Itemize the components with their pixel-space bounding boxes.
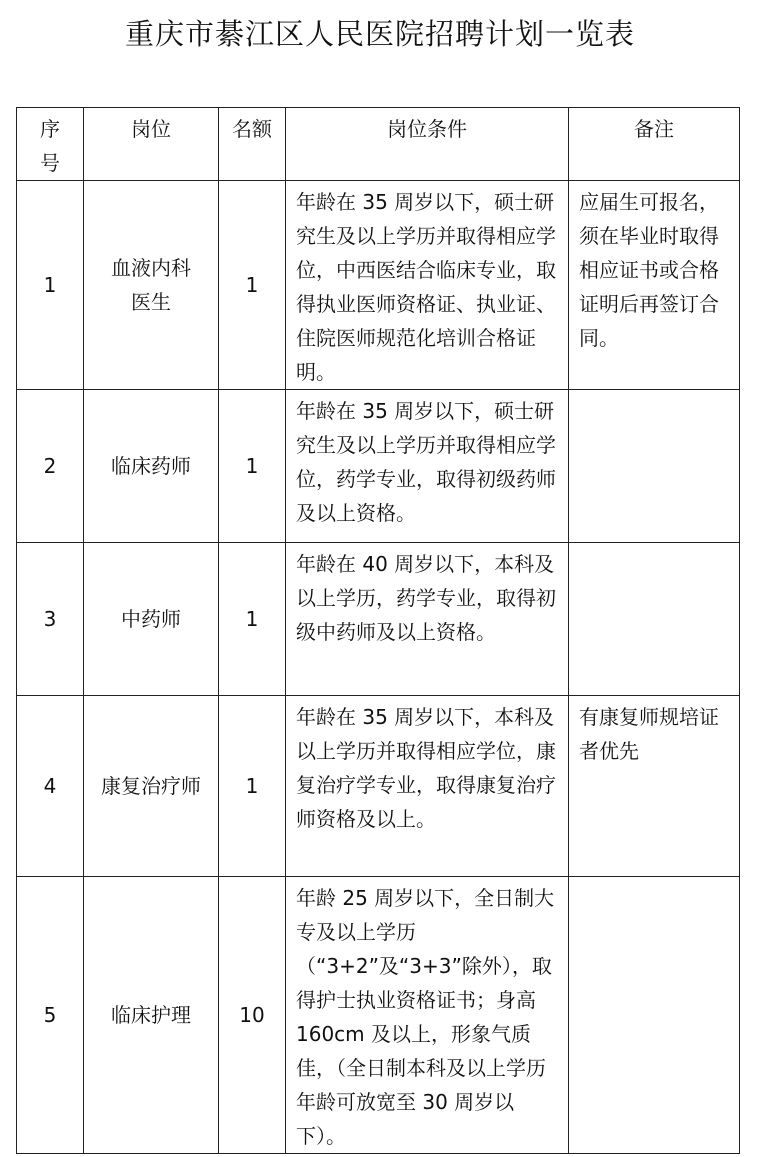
row-remark — [569, 543, 740, 696]
row-no: 4 — [17, 696, 84, 877]
row-conditions: 年龄在 40 周岁以下，本科及以上学历，药学专业，取得初级中药师及以上资格。 — [286, 543, 569, 696]
row-position: 中药师 — [84, 543, 219, 696]
row-quota: 1 — [219, 696, 286, 877]
header-position: 岗位 — [84, 108, 219, 181]
header-no: 序号 — [17, 108, 84, 181]
table-row — [17, 543, 740, 696]
table-row — [17, 181, 740, 390]
header-conditions: 岗位条件 — [286, 108, 569, 181]
row-position: 临床护理 — [84, 877, 219, 1154]
row-remark — [569, 390, 740, 543]
row-conditions: 年龄在 35 周岁以下，本科及以上学历并取得相应学位，康复治疗学专业，取得康复治疗师资格及以上。 — [286, 696, 569, 877]
row-no: 1 — [17, 181, 84, 390]
row-position: 临床药师 — [84, 390, 219, 543]
row-quota: 1 — [219, 390, 286, 543]
row-no: 3 — [17, 543, 84, 696]
header-row — [17, 108, 740, 181]
row-no: 5 — [17, 877, 84, 1154]
recruitment-table — [16, 107, 740, 1154]
row-position: 康复治疗师 — [84, 696, 219, 877]
header-quota: 名额 — [219, 108, 286, 181]
row-quota: 1 — [219, 181, 286, 390]
table-row — [17, 877, 740, 1154]
row-remark — [569, 877, 740, 1154]
header-remark: 备注 — [569, 108, 740, 181]
row-quota: 10 — [219, 877, 286, 1154]
row-conditions: 年龄 25 周岁以下，全日制大专及以上学历（“3+2”及“3+3”除外），取得护士执业资格证书；身高 160cm 及以上，形象气质佳，（全日制本科及以上学历年龄可放宽至 30 周岁以下）。 — [286, 877, 569, 1154]
table-row — [17, 390, 740, 543]
row-quota: 1 — [219, 543, 286, 696]
page-title: 重庆市綦江区人民医院招聘计划一览表 — [124, 17, 635, 51]
row-position — [84, 181, 219, 390]
row-position-text: 血液内科医生 — [111, 256, 191, 314]
table-row — [17, 696, 740, 877]
row-remark: 应届生可报名，须在毕业时取得相应证书或合格证明后再签订合同。 — [569, 181, 740, 390]
row-conditions: 年龄在 35 周岁以下，硕士研究生及以上学历并取得相应学位，药学专业，取得初级药师及以上资格。 — [286, 390, 569, 543]
row-conditions: 年龄在 35 周岁以下，硕士研究生及以上学历并取得相应学位，中西医结合临床专业，取得执业医师资格证、执业证、住院医师规范化培训合格证明。 — [286, 181, 569, 390]
row-no: 2 — [17, 390, 84, 543]
row-remark: 有康复师规培证者优先 — [569, 696, 740, 877]
